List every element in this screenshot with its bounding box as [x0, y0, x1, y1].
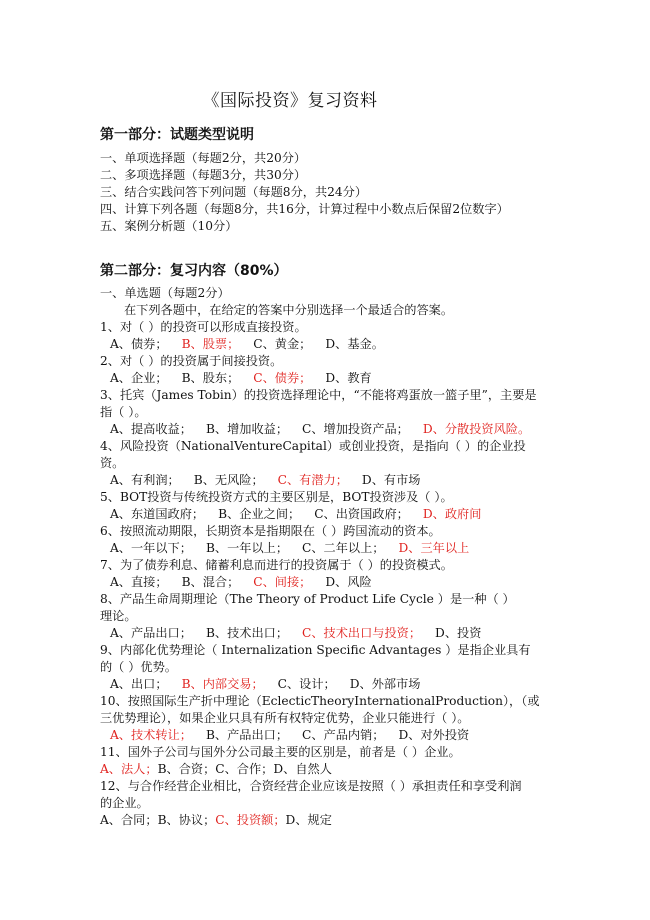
answer-option: C、设计；: [277, 677, 336, 691]
question-text: 的（ ）优势。: [100, 660, 177, 674]
answer-option: D、自然人: [273, 762, 332, 776]
answer-option: B、一年以上；: [205, 541, 289, 555]
question-text: 6、按照流动期限，长期资本是指期限在（ ）跨国流动的资本。: [100, 524, 441, 538]
answer-option: A、出口；: [110, 677, 168, 691]
answer-options: [110, 370, 372, 387]
answer-option: B、协议；: [157, 813, 216, 827]
answer-options: [110, 625, 481, 642]
document-title: 《国际投资》复习资料: [202, 91, 378, 111]
correct-answer-option: B、内部交易；: [181, 677, 264, 691]
correct-answer-option: D、分散投资风险。: [422, 422, 531, 436]
answer-option: B、技术出口；: [205, 626, 289, 640]
answer-option: A、合同；: [100, 813, 158, 827]
part1-heading: 第一部分：试题类型说明: [100, 127, 254, 143]
question-text: 8、产品生命周期理论（The Theory of Product Life Cycle ）是一种（ ）: [100, 592, 515, 606]
question-text: 指（ ）。: [100, 405, 147, 419]
correct-answer-option: C、技术出口与投资；: [302, 626, 422, 640]
answer-option: B、增加收益；: [205, 422, 289, 436]
correct-answer-option: D、政府间: [422, 507, 482, 521]
question-type-item: 一、单项选择题（每题2分，共20分）: [100, 151, 307, 165]
answer-option: D、外部市场: [349, 677, 421, 691]
answer-options: [110, 421, 530, 438]
answer-options: [100, 812, 332, 829]
answer-options: [110, 676, 420, 693]
answer-option: D、基金。: [325, 337, 384, 351]
answer-options: [110, 540, 469, 557]
correct-answer-option: A、法人；: [100, 762, 158, 776]
question-type-item: 三、结合实践问答下列问题（每题8分，共24分）: [100, 185, 368, 199]
correct-answer-option: B、股票；: [181, 337, 240, 351]
question-type-item: 四、计算下列各题（每题8分，共16分，计算过程中小数点后保留2位数字）: [100, 202, 509, 216]
question-text: 3、托宾（James Tobin）的投资选择理论中，“不能将鸡蛋放一篮子里”，主要是: [100, 388, 537, 402]
question-text: 10、按照国际生产折中理论（EclecticTheoryInternationalProduction），（或: [100, 694, 540, 708]
question-text: 理论。: [100, 609, 137, 623]
question-text: 5、BOT投资与传统投资方式的主要区别是，BOT投资涉及（ ）。: [100, 490, 453, 504]
answer-options: [110, 336, 384, 353]
question-text: 11、国外子公司与国外分公司最主要的区别是，前者是（ ）企业。: [100, 745, 461, 759]
instruction-text: 在下列各题中，在给定的答案中分别选择一个最适合的答案。: [124, 303, 454, 317]
answer-option: D、规定: [285, 813, 332, 827]
answer-option: A、债券；: [110, 337, 168, 351]
answer-option: D、教育: [325, 371, 372, 385]
question-type-item: 二、多项选择题（每题3分，共30分）: [100, 168, 307, 182]
correct-answer-option: D、三年以上: [398, 541, 470, 555]
answer-option: C、合作；: [215, 762, 274, 776]
section-title: 一、单选题（每题2分）: [100, 286, 230, 300]
correct-answer-option: C、间接；: [253, 575, 312, 589]
answer-option: C、产品内销；: [302, 728, 385, 742]
answer-options: [100, 761, 332, 778]
answer-option: D、风险: [325, 575, 372, 589]
question-text: 9、内部化优势理论（ Internalization Specific Advantages ）是指企业具有: [100, 643, 531, 657]
answer-option: D、对外投资: [398, 728, 470, 742]
answer-option: B、混合；: [181, 575, 240, 589]
question-type-item: 五、案例分析题（10分）: [100, 219, 238, 233]
answer-option: A、一年以下；: [110, 541, 192, 555]
correct-answer-option: A、技术转让；: [110, 728, 192, 742]
answer-option: B、股东；: [181, 371, 240, 385]
question-text: 2、对（ ）的投资属于间接投资。: [100, 354, 283, 368]
question-text: 资。: [100, 456, 125, 470]
correct-answer-option: C、投资额；: [215, 813, 286, 827]
answer-option: A、有利润；: [110, 473, 180, 487]
answer-option: A、产品出口；: [110, 626, 192, 640]
answer-option: B、无风险；: [193, 473, 264, 487]
answer-options: [110, 727, 469, 744]
answer-option: B、企业之间；: [218, 507, 301, 521]
answer-option: D、投资: [435, 626, 482, 640]
question-text: 的企业。: [100, 796, 149, 810]
answer-option: B、产品出口；: [205, 728, 289, 742]
correct-answer-option: C、债券；: [253, 371, 312, 385]
question-text: 4、风险投资（NationalVentureCapital）或创业投资，是指向（ ）的企业投: [100, 439, 526, 453]
answer-option: B、合资；: [157, 762, 216, 776]
answer-option: C、黄金；: [253, 337, 312, 351]
question-text: 1、对（ ）的投资可以形成直接投资。: [100, 320, 307, 334]
question-text: 三优势理论），如果企业只具有所有权特定优势，企业只能进行（ ）。: [100, 711, 470, 725]
question-text: 12、与合作经营企业相比，合资经营企业应该是按照（ ）承担责任和享受利润: [100, 779, 522, 793]
answer-option: C、出资国政府；: [314, 507, 409, 521]
correct-answer-option: C、有潜力；: [277, 473, 348, 487]
answer-option: D、有市场: [361, 473, 421, 487]
answer-option: A、直接；: [110, 575, 168, 589]
question-text: 7、为了债券利息、储蓄利息而进行的投资属于（ ）的投资模式。: [100, 558, 453, 572]
answer-option: A、东道国政府；: [110, 507, 205, 521]
answer-options: [110, 574, 372, 591]
answer-options: [110, 472, 420, 489]
answer-option: C、二年以上；: [302, 541, 385, 555]
answer-option: C、增加投资产品；: [302, 422, 409, 436]
answer-option: A、提高收益；: [110, 422, 192, 436]
part2-heading: 第二部分：复习内容（80%）: [100, 263, 288, 279]
answer-option: A、企业；: [110, 371, 168, 385]
answer-options: [110, 506, 481, 523]
